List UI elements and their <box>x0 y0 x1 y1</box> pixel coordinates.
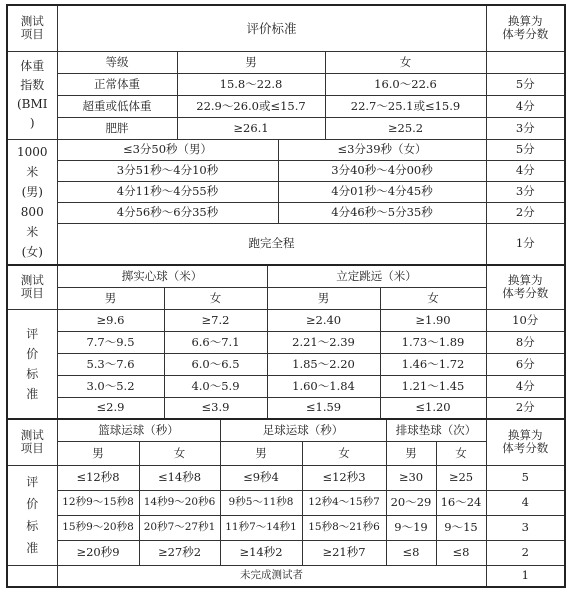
s2-jump-female: 女 <box>380 287 486 309</box>
table-row <box>7 117 565 139</box>
run-female: 4分01秒～4分45秒 <box>278 181 486 202</box>
score-cell: 3 <box>486 515 565 540</box>
header-test-item: 测试 项目 <box>7 5 57 51</box>
table-row <box>7 331 565 353</box>
cell: 6.0～6.5 <box>164 353 267 375</box>
cell: ≤1.20 <box>380 397 486 419</box>
score-cell: 5 <box>486 465 565 490</box>
cell: ≤9秒4 <box>220 465 302 490</box>
cell: 9秒5～11秒8 <box>220 490 302 515</box>
pe-exam-standards-table <box>6 4 564 600</box>
run-female: 3分40秒～4分00秒 <box>278 160 486 181</box>
cell: ≤12秒3 <box>302 465 386 490</box>
s3-basket-male: 男 <box>57 441 139 465</box>
table-row <box>7 540 565 565</box>
score-cell: 6分 <box>486 353 565 375</box>
cell: ≥27秒2 <box>139 540 220 565</box>
cell: 15秒9～20秒8 <box>57 515 139 540</box>
run-female: 4分46秒～5分35秒 <box>278 202 486 223</box>
table-row <box>7 73 565 95</box>
cell: 1.73～1.89 <box>380 331 486 353</box>
s3-basket-title: 篮球运球（秒） <box>57 419 220 441</box>
cell: ≤8 <box>386 540 436 565</box>
cell: ≥20秒9 <box>57 540 139 565</box>
score-cell: 10分 <box>486 309 565 331</box>
bmi-score: 3分 <box>486 117 565 139</box>
cell: 14秒9～20秒6 <box>139 490 220 515</box>
table-row <box>7 465 565 490</box>
cell: ≤12秒8 <box>57 465 139 490</box>
s3-score-conv: 换算为 体考分数 <box>486 419 565 465</box>
bmi-grade: 超重或低体重 <box>57 95 177 117</box>
cell: ≥25 <box>436 465 486 490</box>
s3-basket-female: 女 <box>139 441 220 465</box>
bmi-female: 22.7～25.1或≤15.9 <box>325 95 486 117</box>
score-cell: 4 <box>486 490 565 515</box>
cell: ≥14秒2 <box>220 540 302 565</box>
s3-incomplete-score: 1 <box>486 565 565 587</box>
table-row <box>7 181 565 202</box>
bmi-male: 22.9～26.0或≤15.7 <box>177 95 325 117</box>
run-score: 5分 <box>486 139 565 160</box>
s2-ball-title: 掷实心球（米） <box>57 265 267 287</box>
bmi-grade: 肥胖 <box>57 117 177 139</box>
score-cell: 2分 <box>486 397 565 419</box>
run-finish: 跑完全程 <box>57 223 486 265</box>
bmi-run-table <box>6 4 566 266</box>
cell: 6.6～7.1 <box>164 331 267 353</box>
s3-volley-female: 女 <box>436 441 486 465</box>
bmi-header-score <box>486 51 565 73</box>
header-standard: 评价标准 <box>57 5 486 51</box>
bmi-col-male: 男 <box>177 51 325 73</box>
s3-soccer-male: 男 <box>220 441 302 465</box>
s2-test-item: 测试 项目 <box>7 265 57 309</box>
cell: ≥21秒7 <box>302 540 386 565</box>
table-row <box>7 515 565 540</box>
table-row <box>7 375 565 397</box>
s2-ball-female: 女 <box>164 287 267 309</box>
run-label: 1000 米 (男) 800 米 (女) <box>7 139 57 265</box>
cell: 5.3～7.6 <box>57 353 164 375</box>
table-row <box>7 309 565 331</box>
s2-score-conv: 换算为 体考分数 <box>486 265 565 309</box>
cell: 1.21～1.45 <box>380 375 486 397</box>
table-row <box>7 223 565 265</box>
cell: 2.21～2.39 <box>267 331 380 353</box>
table-row <box>7 95 565 117</box>
run-male: 3分51秒～4分10秒 <box>57 160 278 181</box>
run-score: 2分 <box>486 202 565 223</box>
bmi-male: 15.8～22.8 <box>177 73 325 95</box>
cell: ≤1.59 <box>267 397 380 419</box>
s3-eval-label: 评 价 标 准 <box>7 465 57 565</box>
table-row <box>7 139 565 160</box>
s2-jump-male: 男 <box>267 287 380 309</box>
table-row <box>7 490 565 515</box>
run-score: 3分 <box>486 181 565 202</box>
cell: 16～24 <box>436 490 486 515</box>
cell: 9～15 <box>436 515 486 540</box>
throw-jump-table <box>6 264 566 420</box>
cell: 12秒9～15秒8 <box>57 490 139 515</box>
bmi-female: 16.0～22.6 <box>325 73 486 95</box>
bmi-score: 5分 <box>486 73 565 95</box>
run-female: ≤3分39秒（女） <box>278 139 486 160</box>
s3-volley-male: 男 <box>386 441 436 465</box>
table-row <box>7 565 565 587</box>
s3-volley-title: 排球垫球（次） <box>386 419 486 441</box>
s3-blank <box>7 565 57 587</box>
cell: ≤8 <box>436 540 486 565</box>
bmi-score: 4分 <box>486 95 565 117</box>
cell: 7.7～9.5 <box>57 331 164 353</box>
table-row <box>7 202 565 223</box>
bmi-female: ≥25.2 <box>325 117 486 139</box>
cell: 1.85～2.20 <box>267 353 380 375</box>
s2-jump-title: 立定跳远（米） <box>267 265 486 287</box>
cell: 20秒7～27秒1 <box>139 515 220 540</box>
cell: ≥30 <box>386 465 436 490</box>
header-score-conv: 换算为 体考分数 <box>486 5 565 51</box>
cell: 1.60～1.84 <box>267 375 380 397</box>
score-cell: 2 <box>486 540 565 565</box>
cell: ≥1.90 <box>380 309 486 331</box>
cell: 15秒8～21秒6 <box>302 515 386 540</box>
table-row <box>7 353 565 375</box>
run-male: ≤3分50秒（男） <box>57 139 278 160</box>
cell: 12秒4～15秒7 <box>302 490 386 515</box>
ball-skills-table <box>6 418 566 588</box>
s3-soccer-title: 足球运球（秒） <box>220 419 386 441</box>
s3-incomplete: 未完成测试者 <box>57 565 486 587</box>
cell: ≤2.9 <box>57 397 164 419</box>
score-cell: 8分 <box>486 331 565 353</box>
cell: 11秒7～14秒1 <box>220 515 302 540</box>
cell: 1.46～1.72 <box>380 353 486 375</box>
run-score: 4分 <box>486 160 565 181</box>
cell: ≥7.2 <box>164 309 267 331</box>
table-row <box>7 160 565 181</box>
table-row <box>7 397 565 419</box>
s3-test-item: 测试 项目 <box>7 419 57 465</box>
bmi-grade: 正常体重 <box>57 73 177 95</box>
bmi-label: 体重 指数 (BMI ) <box>7 51 57 139</box>
run-finish-score: 1分 <box>486 223 565 265</box>
s3-soccer-female: 女 <box>302 441 386 465</box>
bmi-male: ≥26.1 <box>177 117 325 139</box>
cell: 20～29 <box>386 490 436 515</box>
bmi-col-female: 女 <box>325 51 486 73</box>
cell: ≥2.40 <box>267 309 380 331</box>
cell: 9～19 <box>386 515 436 540</box>
s2-ball-male: 男 <box>57 287 164 309</box>
cell: ≤3.9 <box>164 397 267 419</box>
cell: 4.0～5.9 <box>164 375 267 397</box>
s2-eval-label: 评 价 标 准 <box>7 309 57 419</box>
bmi-col-grade: 等级 <box>57 51 177 73</box>
cell: ≥9.6 <box>57 309 164 331</box>
cell: ≤14秒8 <box>139 465 220 490</box>
cell: 3.0～5.2 <box>57 375 164 397</box>
score-cell: 4分 <box>486 375 565 397</box>
run-male: 4分11秒～4分55秒 <box>57 181 278 202</box>
run-male: 4分56秒～6分35秒 <box>57 202 278 223</box>
